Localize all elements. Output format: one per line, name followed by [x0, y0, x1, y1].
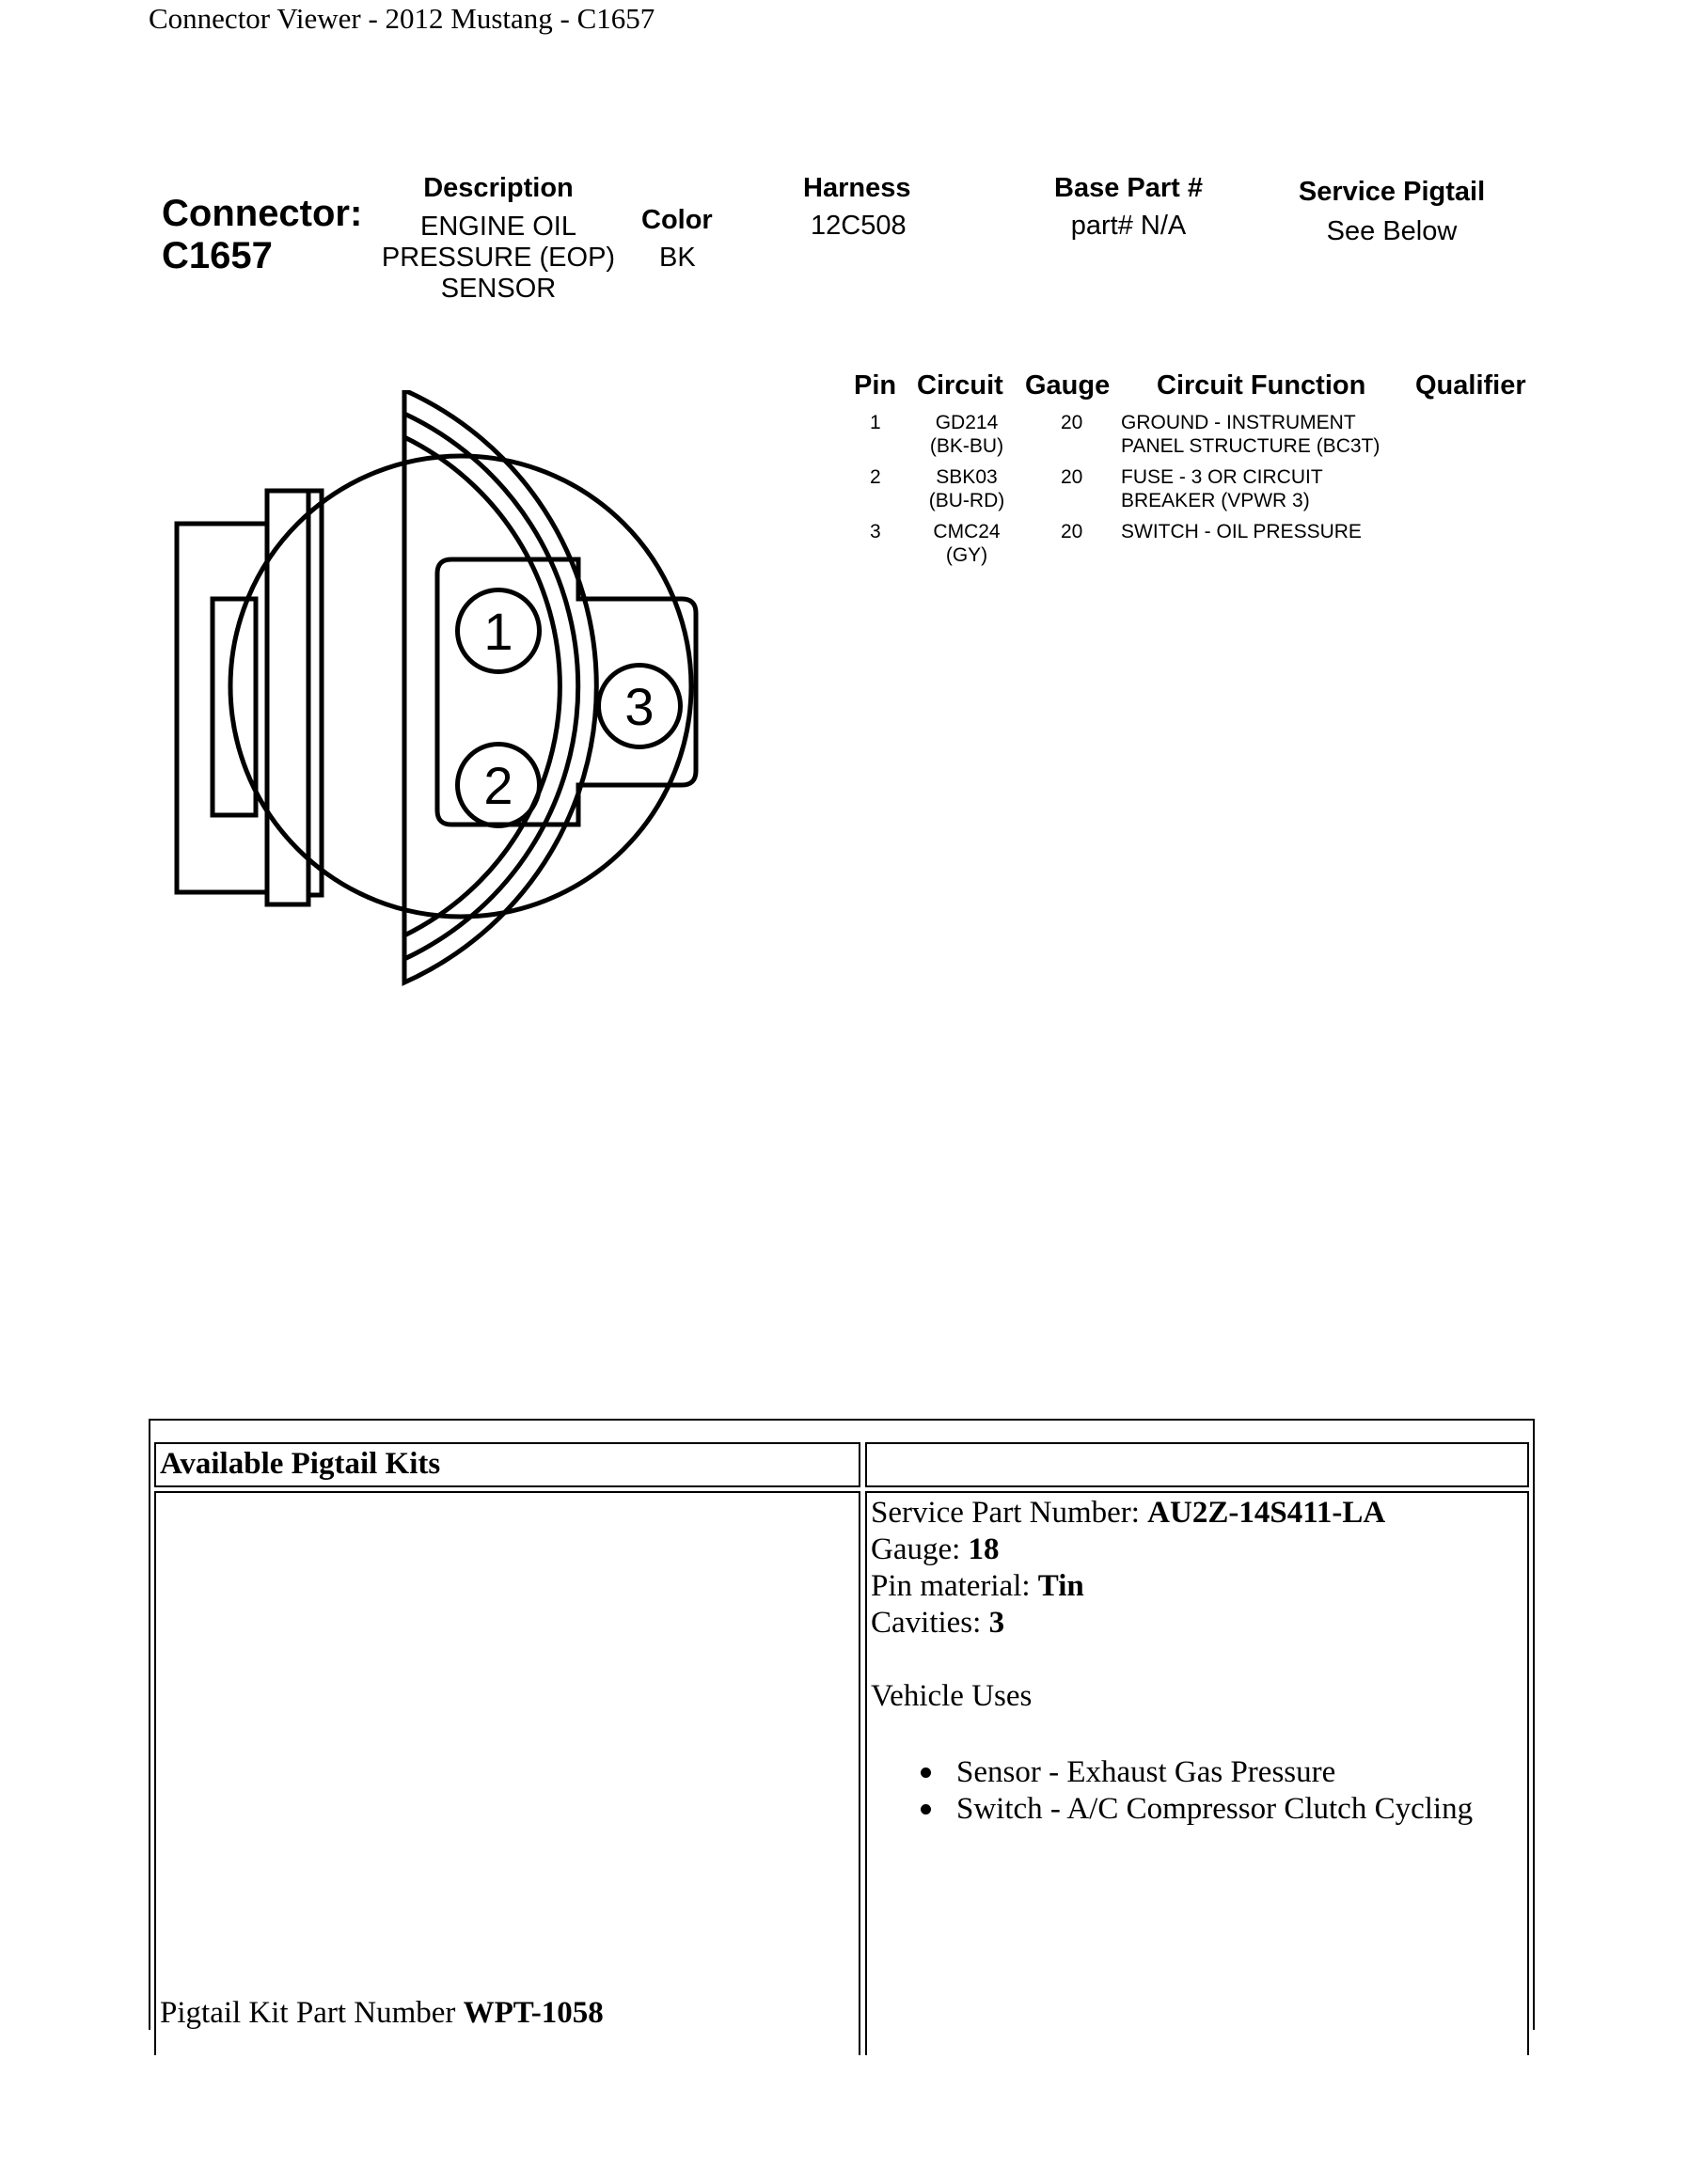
housing-outer-shell [404, 390, 596, 982]
pin-circuit [910, 520, 1023, 567]
circuit-line: (BU-RD) [928, 490, 1005, 511]
service-part-number [871, 1495, 1385, 1532]
color-value: BK [659, 243, 696, 273]
service-part-value: AU2Z-14S411-LA [1147, 1496, 1386, 1530]
pigtail-heading-cell [154, 1442, 860, 1487]
pin-2-circle [455, 742, 542, 828]
circuit-line: SBK03 [936, 466, 998, 488]
function-line: GROUND - INSTRUMENT [1121, 412, 1356, 433]
pigtail-cavities [871, 1605, 1004, 1642]
page-title: Connector Viewer - 2012 Mustang - C1657 [149, 2, 655, 35]
pin-2-label: 2 [483, 755, 513, 815]
cavities-value: 3 [988, 1606, 1005, 1640]
pigtail-heading-right-cell [865, 1442, 1529, 1487]
pin-table-header-qualifier: Qualifier [1415, 370, 1526, 401]
description-label: Description [423, 173, 574, 203]
cavities-label: Cavities: [871, 1606, 989, 1640]
pin-gauge: 20 [1061, 412, 1083, 433]
housing-mid-shell [404, 414, 578, 959]
function-line: PANEL STRUCTURE (BC3T) [1121, 435, 1380, 457]
vehicle-use-text: Sensor - Exhaust Gas Pressure [956, 1755, 1336, 1789]
pin-circuit [910, 465, 1023, 512]
service-part-label: Service Part Number: [871, 1496, 1148, 1530]
circuit-line: GD214 [935, 412, 999, 433]
pigtail-kit-part-number [160, 1995, 604, 2032]
pin-1-circle [455, 588, 542, 674]
function-line: SWITCH - OIL PRESSURE [1121, 521, 1362, 542]
service-pigtail-label: Service Pigtail [1298, 177, 1486, 207]
pin-gauge: 20 [1061, 521, 1083, 542]
function-line: BREAKER (VPWR 3) [1121, 490, 1310, 511]
pigtail-image-cell [154, 1491, 860, 2055]
pin-function [1121, 411, 1380, 458]
pigtail-gauge [871, 1532, 1000, 1568]
base-part-label: Base Part # [1054, 173, 1203, 203]
pin-table-header-function: Circuit Function [1157, 370, 1366, 401]
gauge-label: Gauge: [871, 1532, 969, 1566]
pin-number: 2 [870, 466, 881, 488]
description-line: SENSOR [440, 274, 557, 304]
pin-number: 3 [870, 521, 881, 542]
function-line: FUSE - 3 OR CIRCUIT [1121, 466, 1323, 488]
circuit-line: CMC24 [933, 521, 1001, 542]
vehicle-use-text: Switch - A/C Compressor Clutch Cycling [956, 1792, 1474, 1826]
description-line: ENGINE OIL [420, 212, 576, 242]
vehicle-use-item [921, 1791, 1473, 1828]
circuit-line: (BK-BU) [929, 435, 1004, 457]
pin-number: 1 [870, 412, 881, 433]
harness-label: Harness [803, 173, 911, 203]
kit-part-label: Pigtail Kit Part Number [160, 1996, 464, 2030]
pigtail-heading: Available Pigtail Kits [160, 1447, 441, 1481]
pin-function [1121, 520, 1362, 543]
service-pigtail-value: See Below [1326, 216, 1458, 246]
description-line: PRESSURE (EOP) [381, 243, 616, 273]
connector-label: Connector: [162, 193, 363, 234]
housing-inner-shell [404, 437, 560, 935]
pin-table-header-circuit: Circuit [917, 370, 1003, 401]
pigtail-details-cell [865, 1491, 1529, 2055]
harness-value: 12C508 [811, 211, 907, 241]
pin-gauge: 20 [1061, 466, 1083, 488]
pin-material-label: Pin material: [871, 1569, 1038, 1603]
pin-3-label: 3 [624, 676, 655, 736]
vehicle-uses-heading: Vehicle Uses [871, 1679, 1033, 1713]
pin-1-label: 1 [483, 601, 513, 661]
pin-circuit [910, 411, 1023, 458]
pin-material-value: Tin [1037, 1569, 1084, 1603]
vehicle-use-item [921, 1754, 1473, 1791]
pin-table-header-pin: Pin [854, 370, 897, 401]
pin-3-circle [596, 663, 683, 749]
bullet-icon [921, 1768, 931, 1778]
color-label: Color [641, 205, 713, 235]
connector-face-diagram [169, 390, 828, 1029]
latch-rail-inner [308, 491, 322, 895]
connector-id: C1657 [162, 235, 273, 276]
gauge-value: 18 [968, 1532, 1000, 1566]
description-value [367, 212, 630, 305]
vehicle-uses-list [921, 1754, 1473, 1828]
pin-function [1121, 465, 1323, 512]
kit-part-value: WPT-1058 [463, 1996, 604, 2030]
pin-table-header-gauge: Gauge [1025, 370, 1111, 401]
base-part-value: part# N/A [1070, 211, 1187, 241]
pigtail-pin-material [871, 1568, 1084, 1605]
bullet-icon [921, 1804, 931, 1815]
circuit-line: (GY) [945, 544, 988, 566]
